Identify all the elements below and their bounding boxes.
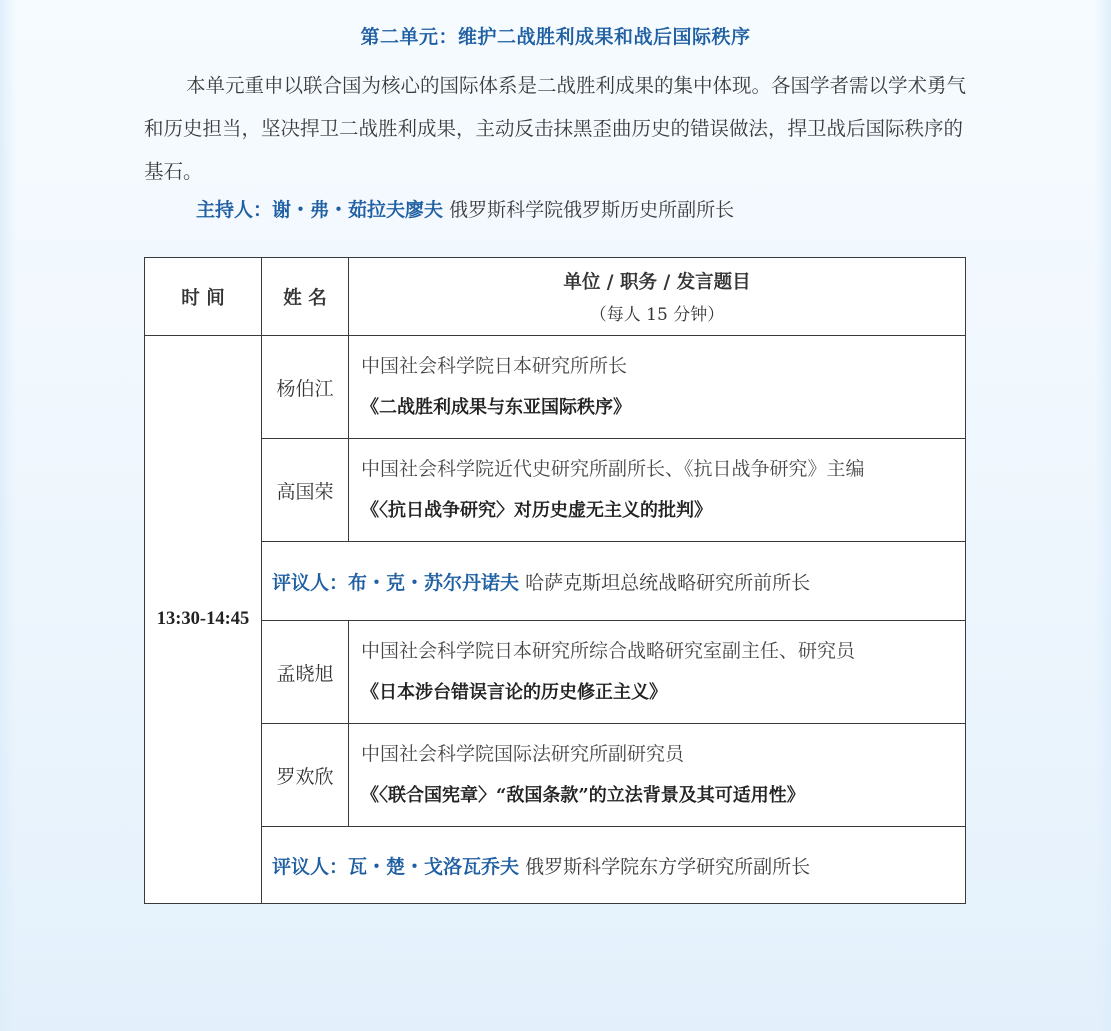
speaker-affiliation: 中国社会科学院日本研究所综合战略研究室副主任、研究员 (361, 640, 856, 662)
speaker-affiliation: 中国社会科学院近代史研究所副所长、《抗日战争研究》主编 (361, 458, 865, 480)
speaker-name: 高国荣 (262, 439, 349, 542)
reviewer-name: 瓦・楚・戈洛瓦乔夫 (348, 855, 520, 878)
header-detail (349, 258, 966, 336)
speaker-detail (349, 336, 966, 439)
reviewer-label: 评议人： (272, 571, 349, 594)
table-header-row (145, 258, 966, 336)
header-detail-note: （每人 15 分钟） (589, 305, 725, 325)
speaker-detail (349, 724, 966, 827)
table-row (145, 621, 966, 724)
reviewer-row (145, 827, 966, 904)
speaker-detail (349, 439, 966, 542)
reviewer-name: 布・克・苏尔丹诺夫 (348, 571, 520, 594)
speaker-affiliation: 中国社会科学院日本研究所所长 (361, 355, 628, 377)
header-time: 时 间 (145, 258, 262, 336)
reviewer-label: 评议人： (272, 855, 349, 878)
table-row (145, 724, 966, 827)
speaker-name: 孟晓旭 (262, 621, 349, 724)
unit-intro: 本单元重申以联合国为核心的国际体系是二战胜利成果的集中体现。各国学者需以学术勇气和历史担当，坚决捍卫二战胜利成果，主动反击抹黑歪曲历史的错误做法，捍卫战后国际秩序的基石。 (144, 74, 967, 183)
speaker-name: 杨伯江 (262, 336, 349, 439)
schedule-table (144, 257, 966, 904)
speaker-detail (349, 621, 966, 724)
reviewer-title: 哈萨克斯坦总统战略研究所前所长 (525, 571, 811, 594)
page-edge-right (1095, 0, 1111, 1031)
speaker-name: 罗欢欣 (262, 724, 349, 827)
host-name: 谢・弗・茹拉夫廖夫 (272, 199, 444, 221)
speaker-topic: 《日本涉台错误言论的历史修正主义》 (361, 682, 667, 703)
header-detail-label: 单位 / 职务 / 发言题目 (563, 272, 751, 293)
table-row (145, 336, 966, 439)
speaker-affiliation: 中国社会科学院国际法研究所副研究员 (361, 743, 685, 765)
host-title: 俄罗斯科学院俄罗斯历史所副所长 (449, 199, 735, 221)
speaker-topic: 《〈抗日战争研究〉对历史虚无主义的批判》 (361, 500, 712, 521)
host-label: 主持人： (196, 199, 273, 221)
speaker-topic: 《二战胜利成果与东亚国际秩序》 (361, 397, 631, 418)
host-line (196, 196, 734, 224)
header-name: 姓 名 (262, 258, 349, 336)
reviewer-cell (262, 827, 966, 904)
reviewer-row (145, 542, 966, 621)
page-edge-left (0, 0, 16, 1031)
table-row (145, 439, 966, 542)
speaker-topic: 《〈联合国宪章〉“敌国条款”的立法背景及其可适用性》 (361, 785, 805, 806)
reviewer-cell (262, 542, 966, 621)
unit-title: 第二单元：维护二战胜利成果和战后国际秩序 (360, 26, 751, 48)
reviewer-title: 俄罗斯科学院东方学研究所副所长 (525, 855, 811, 878)
session-time: 13:30-14:45 (145, 336, 262, 904)
